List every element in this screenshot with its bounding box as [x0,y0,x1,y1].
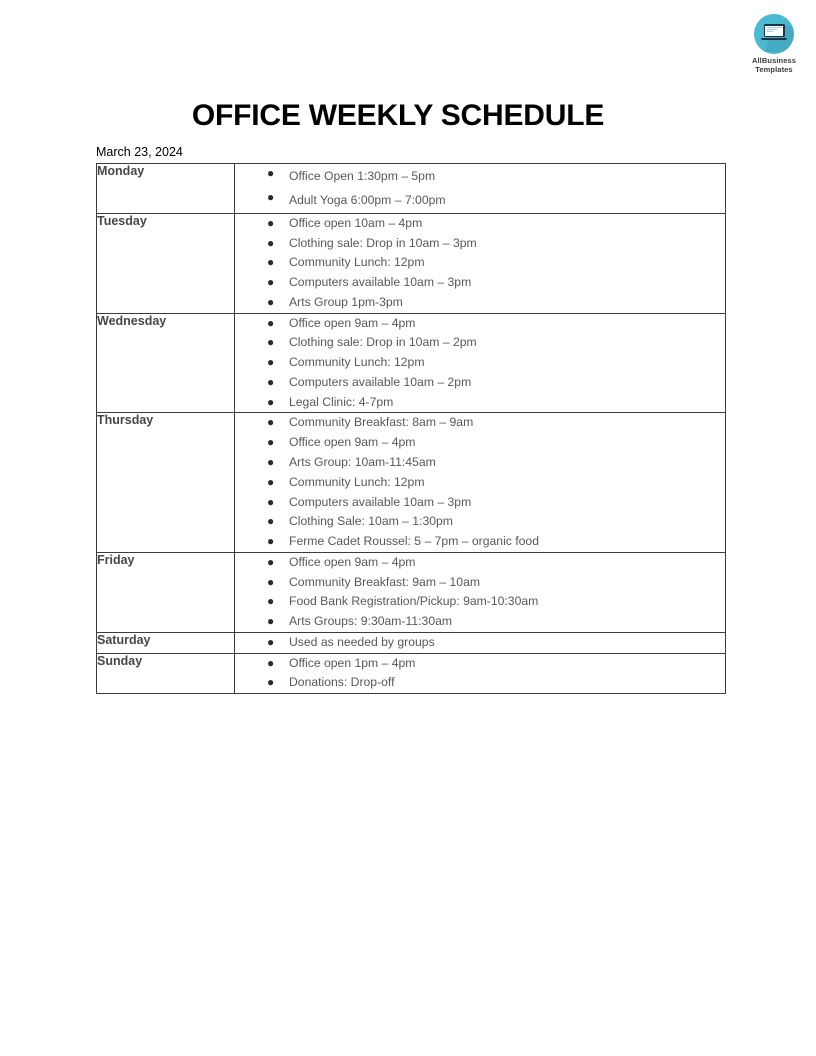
activity-list [235,654,725,694]
list-item [235,393,725,413]
activity-text: Clothing sale: Drop in 10am – 2pm [289,335,477,350]
list-item [235,273,725,293]
bullet-icon: ● [267,494,275,509]
list-item [235,532,725,552]
logo-wordmark-line2: Templates [755,64,793,74]
activity-list [235,633,725,653]
list-item [235,253,725,273]
activity-text: Office open 1pm – 4pm [289,655,416,670]
bullet-icon: ● [267,335,275,350]
weekly-schedule-table [96,163,726,694]
bullet-icon: ● [267,315,275,330]
activity-text: Community Lunch: 12pm [289,255,425,270]
bullet-icon: ● [267,235,275,250]
bullet-icon: ● [267,394,275,409]
activity-text: Office open 9am – 4pm [289,315,416,330]
activity-text: Adult Yoga 6:00pm – 7:00pm [289,193,446,208]
table-row [97,413,726,552]
list-item [235,373,725,393]
day-name-cell: Thursday [97,413,235,552]
activity-text: Clothing sale: Drop in 10am – 3pm [289,235,477,250]
list-item [235,573,725,593]
laptop-screen [764,24,785,37]
activity-text: Donations: Drop-off [289,675,395,690]
list-item [235,433,725,453]
schedule-date: March 23, 2024 [96,145,183,159]
activity-text: Computers available 10am – 2pm [289,374,472,389]
activity-text: Ferme Cadet Roussel: 5 – 7pm – organic food [289,534,539,549]
activity-text: Clothing Sale: 10am – 1:30pm [289,514,453,529]
list-item [235,473,725,493]
bullet-icon: ● [267,435,275,450]
table-row [97,313,726,413]
activity-text: Computers available 10am – 3pm [289,494,472,509]
day-activities-cell [235,653,726,694]
activity-text: Community Breakfast: 9am – 10am [289,574,481,589]
day-activities-cell [235,313,726,413]
bullet-icon: ● [267,415,275,430]
list-item [235,293,725,313]
day-name-cell: Tuesday [97,213,235,313]
list-item [235,512,725,532]
activity-text: Computers available 10am – 3pm [289,275,472,290]
activity-list [235,553,725,632]
table-row [97,164,726,214]
bullet-icon: ● [267,474,275,489]
activity-text: Community Lunch: 12pm [289,474,425,489]
day-activities-cell [235,213,726,313]
activity-text: Office open 10am – 4pm [289,215,423,230]
activity-list [235,314,725,413]
list-item [235,353,725,373]
activity-text: Arts Groups: 9:30am-11:30am [289,614,453,629]
table-row [97,213,726,313]
bullet-icon: ● [267,166,275,180]
activity-text: Arts Group 1pm-3pm [289,294,403,309]
bullet-icon: ● [267,275,275,290]
list-item [235,673,725,693]
list-item [235,413,725,433]
table-row [97,632,726,653]
day-name-cell: Friday [97,552,235,632]
list-item [235,633,725,653]
activity-text: Office open 9am – 4pm [289,435,416,450]
list-item [235,234,725,254]
bullet-icon: ● [267,574,275,589]
activity-list [235,413,725,551]
list-item [235,314,725,334]
page-title: OFFICE WEEKLY SCHEDULE [191,99,605,132]
activity-text: Office Open 1:30pm – 5pm [289,169,436,183]
bullet-icon: ● [267,455,275,469]
list-item [235,612,725,632]
activity-text: Legal Clinic: 4-7pm [289,394,394,409]
laptop-base [761,38,787,41]
bullet-icon: ● [267,675,275,690]
day-activities-cell [235,413,726,552]
activity-list [235,214,725,313]
bullet-icon: ● [267,614,275,629]
activity-text: Food Bank Registration/Pickup: 9am-10:30am [289,594,539,609]
bullet-icon: ● [267,255,275,270]
list-item [235,654,725,674]
activity-text: Arts Group: 10am-11:45am [289,455,436,469]
laptop-glyph [761,24,787,44]
laptop-icon [754,14,794,54]
day-name-cell: Sunday [97,653,235,694]
bullet-icon: ● [267,594,275,609]
activity-text: Community Lunch: 12pm [289,355,425,370]
list-item [235,188,725,212]
bullet-icon: ● [267,374,275,389]
list-item [235,164,725,188]
day-activities-cell [235,552,726,632]
table-row [97,552,726,632]
schedule-table-body [97,164,726,694]
activity-text: Used as needed by groups [289,634,435,649]
day-activities-cell [235,164,726,214]
bullet-icon: ● [267,355,275,370]
activity-text: Community Breakfast: 8am – 9am [289,415,474,430]
allbusiness-templates-logo [726,14,816,75]
bullet-icon: ● [267,554,275,569]
list-item [235,553,725,573]
activity-list [235,164,725,213]
bullet-icon: ● [267,294,275,309]
day-name-cell: Saturday [97,632,235,653]
list-item [235,493,725,513]
bullet-icon: ● [267,215,275,230]
list-item [235,453,725,473]
bullet-icon: ● [267,514,275,529]
bullet-icon: ● [267,655,275,670]
day-name-cell: Wednesday [97,313,235,413]
list-item [235,333,725,353]
bullet-icon: ● [267,190,275,205]
day-name-cell: Monday [97,164,235,214]
activity-text: Office open 9am – 4pm [289,554,416,569]
laptop-screen-content [765,26,783,36]
table-row [97,653,726,694]
bullet-icon: ● [267,534,275,549]
day-activities-cell [235,632,726,653]
list-item [235,592,725,612]
bullet-icon: ● [267,634,275,649]
logo-wordmark [726,57,816,75]
logo-wordmark-line1: AllBusiness [751,56,797,65]
list-item [235,214,725,234]
